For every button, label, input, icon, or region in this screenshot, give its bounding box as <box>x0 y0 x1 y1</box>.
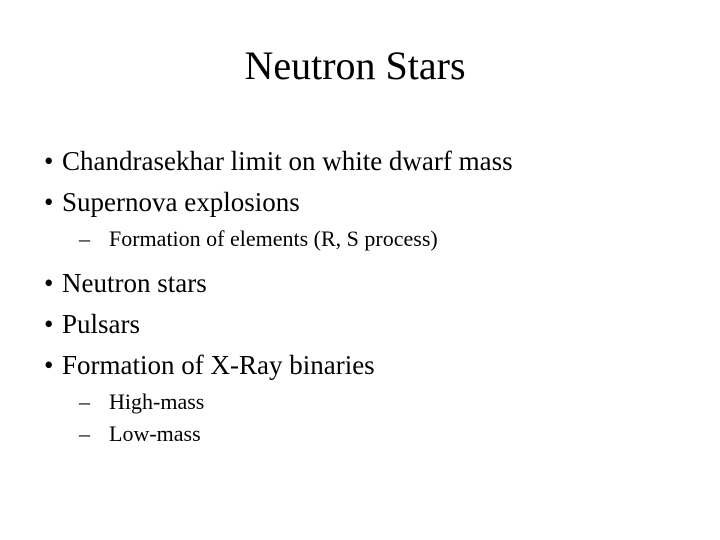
subbullet-marker: – <box>79 389 90 414</box>
bullet-item <box>44 141 704 182</box>
subbullet-marker: – <box>79 421 90 446</box>
subbullet-item <box>79 386 704 418</box>
bullet-marker: • <box>44 146 54 176</box>
bullet-text: Neutron stars <box>62 268 207 298</box>
spacer <box>44 255 704 263</box>
subbullet-marker: – <box>79 226 90 251</box>
subbullet-group <box>44 386 704 450</box>
subbullet-item <box>79 223 704 255</box>
bullet-marker: • <box>44 187 54 217</box>
slide-title: Neutron Stars <box>244 43 466 88</box>
bullet-text: Chandrasekhar limit on white dwarf mass <box>62 146 513 176</box>
bullet-item <box>44 182 704 223</box>
bullet-text: Formation of X-Ray binaries <box>62 350 375 380</box>
bullet-item <box>44 304 704 345</box>
bullet-item <box>44 263 704 304</box>
bullet-marker: • <box>44 309 54 339</box>
subbullet-text: Formation of elements (R, S process) <box>109 226 438 251</box>
subbullet-group <box>44 223 704 263</box>
subbullet-text: High-mass <box>109 389 205 414</box>
bullet-list <box>44 141 704 450</box>
subbullet-text: Low-mass <box>109 421 201 446</box>
bullet-marker: • <box>44 268 54 298</box>
bullet-marker: • <box>44 350 54 380</box>
bullet-text: Pulsars <box>62 309 141 339</box>
subbullet-item <box>79 418 704 450</box>
subbullet-list <box>44 386 704 450</box>
bullet-item <box>44 345 704 386</box>
subbullet-list <box>44 223 704 255</box>
bullet-text: Supernova explosions <box>62 187 300 217</box>
